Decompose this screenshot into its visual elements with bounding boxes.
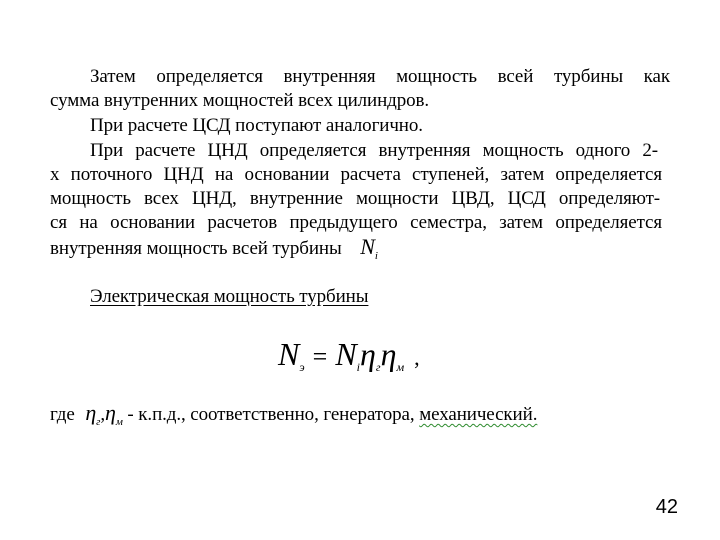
paragraph-3-last-text: внутренняя мощность всей турбины [50, 238, 342, 259]
paragraph-1-line-1: Затем определяется внутренняя мощность всей турбины как [90, 66, 670, 87]
formula-lhs: N [278, 336, 300, 372]
note-text-spellcheck: механический. [419, 404, 538, 425]
formula-equals: = [312, 342, 328, 371]
section-heading: Электрическая мощность турбины [90, 286, 369, 307]
paragraph-3-line-3: мощность всех ЦНД, внутренние мощности ЦВД, ЦСД определяют- [50, 188, 660, 209]
note-eta-generator [85, 400, 101, 428]
note-text: - к.п.д., соответственно, генератора, [127, 404, 415, 425]
paragraph-3-line-4: ся на основании расчетов предыдущего семестра, затем определяется [50, 212, 662, 233]
electric-power-formula [278, 336, 420, 376]
note-eta-generator-symbol: η [85, 400, 97, 425]
note-eta-mechanical-symbol: η [105, 400, 116, 425]
note-eta-mechanical-subscript: м [115, 416, 123, 428]
formula-eta-generator: η [360, 336, 376, 372]
page-number: 42 [655, 496, 678, 518]
formula-rhs-n: N [335, 336, 357, 372]
paragraph-2: При расчете ЦСД поступают аналогично. [90, 115, 423, 136]
paragraph-3-line-2: х поточного ЦНД на основании расчета ступеней, затем определяется [50, 164, 662, 185]
symbol-subscript: i [374, 250, 378, 262]
formula-eta-generator-subscript: г [375, 360, 381, 374]
note-prefix: где [50, 404, 75, 425]
formula-comma: , [414, 345, 420, 370]
paragraph-1-line-2: сумма внутренних мощностей всех цилиндров. [50, 90, 430, 111]
paragraph-3-line-1: При расчете ЦНД определяется внутренняя мощность одного 2- [90, 140, 658, 161]
formula-lhs-subscript: э [299, 360, 305, 374]
note-eta-mechanical [105, 400, 123, 428]
formula-eta-mechanical-subscript: м [396, 360, 405, 374]
turbine-power-symbol [360, 234, 378, 262]
symbol-letter: N [360, 234, 375, 259]
paragraph-3-line-5 [50, 236, 378, 267]
formula-eta-mechanical: η [380, 336, 397, 372]
note-eta-generator-subscript: г [96, 416, 101, 428]
note-separator: , [100, 404, 105, 425]
formula-rhs-n-subscript: i [356, 360, 360, 374]
efficiency-note [50, 402, 537, 433]
